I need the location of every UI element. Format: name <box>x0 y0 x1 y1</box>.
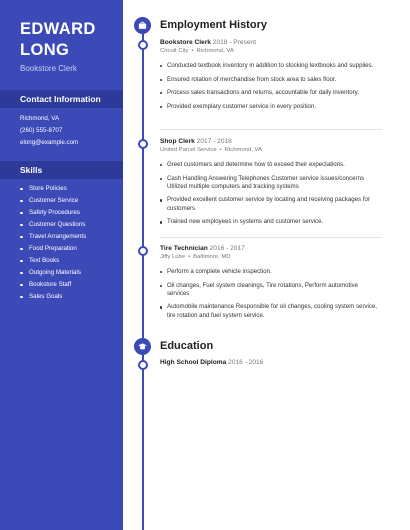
job-employer: Jiffy Lube • Baltimore, MD <box>160 254 231 260</box>
job-entry <box>160 137 382 232</box>
job-dates: 2018 - Present <box>212 39 257 46</box>
timeline-marker <box>138 40 148 50</box>
skill-item: Bookstore Staff <box>20 279 86 291</box>
skill-item: Safety Procedures <box>20 207 86 219</box>
duty-item: Trained new employees in systems and customer service. <box>160 218 382 226</box>
skill-item: Customer Service <box>20 195 86 207</box>
duty-item: Conducted textbook inventory in addition to stocking textbooks and supplies. <box>160 62 382 70</box>
skill-item: Outgoing Materials <box>20 267 86 279</box>
timeline-marker <box>138 246 148 256</box>
job-duties <box>160 161 382 227</box>
contact-info <box>20 113 78 149</box>
job-heading <box>160 38 382 47</box>
skill-item: Store Policies <box>20 183 86 195</box>
job-company: Circuit City <box>160 48 189 54</box>
job-company: Jiffy Lube <box>160 254 186 260</box>
job-title: Tire Technician <box>160 245 208 252</box>
skill-item: Text Books <box>20 255 86 267</box>
candidate-title: Bookstore Clerk <box>20 64 77 73</box>
duty-item: Ensured rotation of merchandise from stock area to sales floor. <box>160 76 382 84</box>
employment-heading: Employment History <box>160 19 267 31</box>
skill-item: Sales Goals <box>20 291 86 303</box>
job-duties <box>160 268 382 320</box>
contact-email[interactable]: elong@example.com <box>20 139 79 146</box>
job-heading <box>160 137 382 146</box>
skill-item: Customer Questions <box>20 219 86 231</box>
skills-heading: Skills <box>0 161 123 179</box>
graduation-cap-icon <box>138 342 147 351</box>
job-employer: Circuit City • Richmond, VA <box>160 48 234 54</box>
job-title: Bookstore Clerk <box>160 39 211 46</box>
briefcase-icon <box>138 21 147 30</box>
job-duties <box>160 62 382 111</box>
duty-item: Process sales transactions and returns, accountable for daily inventory. <box>160 89 382 97</box>
job-location: Baltimore, MD <box>193 254 231 260</box>
duty-item: Oil changes, Fuel system cleanings, Tire rotations, Perform automotive services <box>160 282 382 299</box>
contact-location: Richmond, VA <box>20 115 60 122</box>
duty-item: Automobile maintenance Responsible for oil changes, cooling system service, tire rotation and fuel system service. <box>160 303 382 320</box>
job-location: Richmond, VA <box>196 48 234 54</box>
last-name: LONG <box>20 41 70 59</box>
skill-item: Food Preparation <box>20 243 86 255</box>
candidate-name <box>20 19 120 61</box>
duty-item: Greet customers and determine how to exceed their expectations. <box>160 161 382 169</box>
job-company: United Parcel Service <box>160 147 217 153</box>
job-heading <box>160 244 382 253</box>
timeline-marker <box>138 360 148 370</box>
contact-heading: Contact Information <box>0 90 123 108</box>
section-divider <box>160 129 382 130</box>
section-divider <box>160 237 382 238</box>
education-heading: Education <box>160 340 214 352</box>
duty-item: Provided exemplary customer service in every position. <box>160 103 382 111</box>
contact-phone: (260) 555-8707 <box>20 127 63 134</box>
timeline-line <box>142 26 144 530</box>
education-dates: 2016 - 2016 <box>228 359 264 366</box>
education-badge <box>134 338 151 355</box>
timeline-marker <box>138 139 148 149</box>
sidebar <box>0 0 123 530</box>
duty-item: Perform a complete vehicle inspection. <box>160 268 382 276</box>
job-entry <box>160 38 382 116</box>
duty-item: Cash Handling Answering Telephones Customer service issues/concerns Utilized multiple computers and tracking systems <box>160 175 382 192</box>
job-dates: 2016 - 2017 <box>209 245 245 252</box>
education-degree: High School Diploma <box>160 359 227 366</box>
skill-item: Travel Arrangements <box>20 231 86 243</box>
first-name: EDWARD <box>20 20 96 38</box>
job-employer: United Parcel Service • Richmond, VA <box>160 147 262 153</box>
job-dates: 2017 - 2018 <box>196 138 232 145</box>
job-location: Richmond, VA <box>224 147 262 153</box>
education-entry <box>160 358 263 367</box>
job-entry <box>160 244 382 325</box>
job-title: Shop Clerk <box>160 138 195 145</box>
skills-list <box>20 183 86 303</box>
duty-item: Provided excellent customer service by locating and receiving packages for customers <box>160 196 382 213</box>
employment-badge <box>134 17 151 34</box>
